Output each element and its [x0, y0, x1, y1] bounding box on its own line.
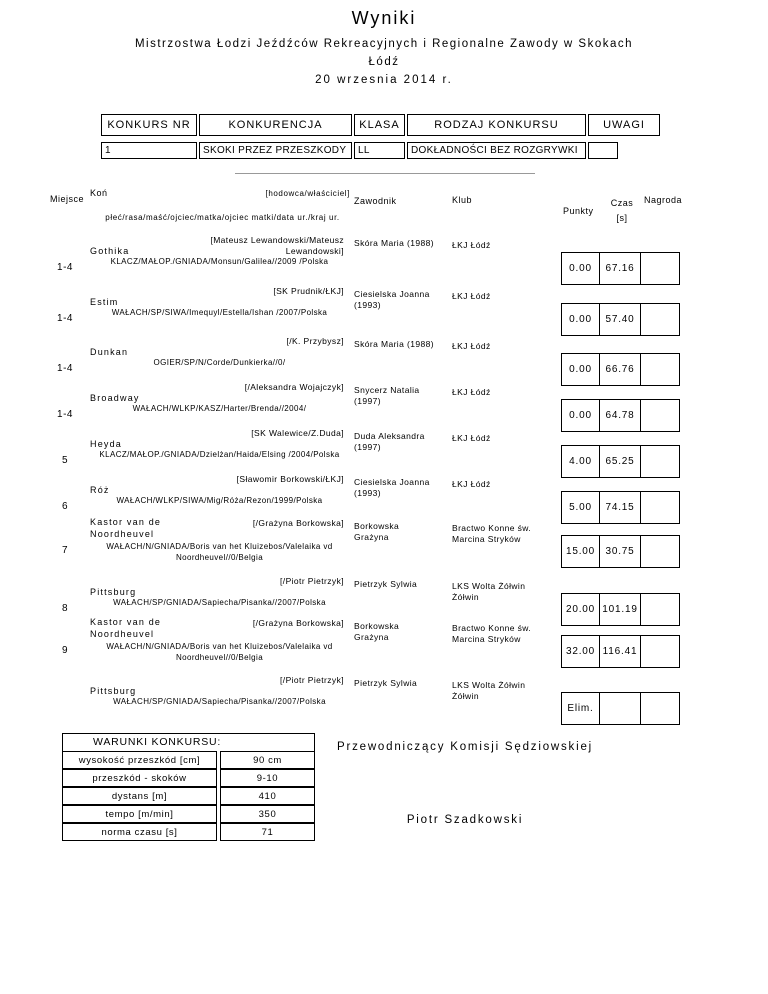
header-competition-number: KONKURS NR [101, 114, 197, 136]
col-rider: Zawodnik [354, 196, 397, 206]
result-horse: Pittsburg [90, 686, 137, 696]
result-horse: Dunkan [90, 347, 129, 357]
result-rider: Ciesielska Joanna (1993) [354, 289, 430, 310]
result-owner: [SK Prudnik/ŁKJ] [273, 286, 344, 296]
divider [235, 173, 535, 174]
result-prize [640, 303, 680, 336]
result-horse-desc: WAŁACH/WLKP/KASZ/Harter/Brenda//2004/ [132, 404, 307, 413]
result-prize [640, 399, 680, 432]
result-rider: Borkowska Grażyna [354, 621, 400, 642]
result-horse: Róż [90, 485, 110, 495]
result-horse: Gothika [90, 246, 130, 256]
result-horse: Kastor van de Noordheuvel [90, 517, 162, 539]
result-horse-desc: WAŁACH/WLKP/SIWA/Mig/Róża/Rezon/1999/Polska [116, 496, 323, 505]
conditions-title: WARUNKI KONKURSU: [93, 736, 222, 748]
result-place: 9 [61, 645, 69, 656]
result-owner: [/Piotr Pietrzyk] [280, 675, 344, 685]
result-club: Bractwo Konne św. Marcina Stryków [452, 623, 532, 644]
result-prize [640, 692, 680, 725]
col-prize: Nagroda [644, 195, 683, 205]
col-time: Czas [s] [610, 198, 634, 223]
condition-row [62, 805, 315, 823]
result-rider: Borkowska Grażyna [354, 521, 400, 542]
condition-value: 350 [220, 805, 315, 823]
result-owner: [/K. Przybysz] [286, 336, 344, 346]
result-points: 15.00 [561, 535, 600, 568]
result-horse: Pittsburg [90, 587, 137, 597]
condition-value: 71 [220, 823, 315, 841]
result-time: 57.40 [599, 303, 641, 336]
condition-row [62, 787, 315, 805]
result-rider: Snycerz Natalia (1997) [354, 385, 420, 406]
page-title: Wyniki [351, 8, 417, 28]
result-points: 32.00 [561, 635, 600, 668]
result-prize [640, 593, 680, 626]
signature-title: Przewodniczący Komisji Sędziowskiej [336, 741, 593, 753]
result-points: 0.00 [561, 399, 600, 432]
result-horse-desc: WAŁACH/N/GNIADA/Boris van het Kluizebos/Valelaika vd Noordheuvel//0/Belgia [106, 542, 333, 562]
result-club: ŁKJ Łódź [452, 341, 491, 351]
result-time: 101.19 [599, 593, 641, 626]
result-points: 0.00 [561, 252, 600, 285]
col-horse: Koń [90, 188, 108, 198]
condition-label: dystans [m] [62, 787, 217, 805]
result-prize [640, 445, 680, 478]
result-club: ŁKJ Łódź [452, 291, 491, 301]
result-owner: [/Aleksandra Wojajczyk] [244, 382, 344, 392]
result-club: ŁKJ Łódź [452, 387, 491, 397]
result-time: 116.41 [599, 635, 641, 668]
condition-value: 9-10 [220, 769, 315, 787]
header-competition-kind: RODZAJ KONKURSU [407, 114, 586, 136]
result-place: 1-4 [57, 363, 73, 374]
condition-row [62, 823, 315, 841]
result-horse: Estim [90, 297, 119, 307]
result-points: 5.00 [561, 491, 600, 524]
condition-label: przeszkód - skoków [62, 769, 217, 787]
result-owner: [Sławomir Borkowski/ŁKJ] [236, 474, 344, 484]
condition-value: 90 cm [220, 751, 315, 769]
condition-row [62, 751, 315, 769]
conditions-title-box [62, 733, 315, 751]
result-place: 7 [61, 545, 69, 556]
result-rider: Pietrzyk Sylwia [354, 579, 418, 589]
result-time [599, 692, 641, 725]
result-prize [640, 353, 680, 386]
result-points: 0.00 [561, 303, 600, 336]
result-place: 1-4 [57, 313, 73, 324]
result-points: 0.00 [561, 353, 600, 386]
value-class: LL [354, 142, 405, 159]
header-class: KLASA [354, 114, 405, 136]
result-rider: Ciesielska Joanna (1993) [354, 477, 430, 498]
value-competition-number: 1 [101, 142, 197, 159]
event-date: 20 wrzesnia 2014 r. [315, 74, 453, 86]
col-points: Punkty [563, 206, 594, 216]
result-time: 66.76 [599, 353, 641, 386]
result-horse-desc: OGIER/SP/N/Corde/Dunkierka//0/ [153, 358, 286, 367]
value-competition-kind: DOKŁADNOŚCI BEZ ROZGRYWKI [407, 142, 586, 159]
col-club: Klub [452, 195, 473, 205]
result-rider: Skóra Maria (1988) [354, 339, 434, 349]
result-rider: Skóra Maria (1988) [354, 238, 434, 248]
condition-value: 410 [220, 787, 315, 805]
result-horse-desc: KLACZ/MAŁOP./GNIADA/Dzielżan/Haida/Elsing /2004/Polska [99, 450, 340, 459]
result-horse: Kastor van de Noordheuvel [90, 617, 162, 639]
event-city: Łódź [368, 56, 400, 68]
signature-name: Piotr Szadkowski [406, 814, 524, 826]
result-horse-desc: KLACZ/MAŁOP./GNIADA/Monsun/Galilea//2009 /Polska [110, 257, 329, 266]
result-horse: Heyda [90, 439, 123, 449]
result-horse-desc: WAŁACH/SP/GNIADA/Sapiecha/Pisanka//2007/Polska [113, 598, 326, 607]
col-breeder: [hodowca/właściciel] [265, 189, 350, 198]
result-points: 20.00 [561, 593, 600, 626]
result-points: 4.00 [561, 445, 600, 478]
result-prize [640, 491, 680, 524]
result-club: ŁKJ Łódź [452, 479, 491, 489]
event-name: Mistrzostwa Łodzi Jeźdźców Rekreacyjnych i Regionalne Zawody w Skokach [134, 38, 634, 50]
conditions-table [62, 751, 315, 841]
result-time: 64.78 [599, 399, 641, 432]
result-prize [640, 252, 680, 285]
result-rider: Duda Aleksandra (1997) [354, 431, 425, 452]
result-horse-desc: WAŁACH/SP/GNIADA/Sapiecha/Pisanka//2007/Polska [113, 697, 326, 706]
result-owner: [Mateusz Lewandowski/Mateusz Lewandowski] [210, 235, 344, 256]
result-club: LKS Wolta Żółwin Żółwin [452, 581, 526, 602]
condition-label: tempo [m/min] [62, 805, 217, 823]
result-place: 6 [61, 501, 69, 512]
condition-row [62, 769, 315, 787]
result-owner: [/Grażyna Borkowska] [252, 618, 344, 628]
header-remarks: UWAGI [588, 114, 660, 136]
result-place: 8 [61, 603, 69, 614]
condition-label: wysokość przeszkód [cm] [62, 751, 217, 769]
result-rider: Pietrzyk Sylwia [354, 678, 418, 688]
result-points: Elim. [561, 692, 600, 725]
result-club: LKS Wolta Żółwin Żółwin [452, 680, 526, 701]
result-prize [640, 535, 680, 568]
result-club: ŁKJ Łódź [452, 240, 491, 250]
result-place: 5 [61, 455, 69, 466]
result-time: 30.75 [599, 535, 641, 568]
result-time: 67.16 [599, 252, 641, 285]
result-place: 1-4 [57, 262, 73, 273]
result-owner: [SK Walewice/Z.Duda] [251, 428, 344, 438]
result-prize [640, 635, 680, 668]
result-place: 1-4 [57, 409, 73, 420]
result-horse-desc: WAŁACH/N/GNIADA/Boris van het Kluizebos/Valelaika vd Noordheuvel//0/Belgia [106, 642, 333, 662]
condition-label: norma czasu [s] [62, 823, 217, 841]
result-time: 74.15 [599, 491, 641, 524]
result-owner: [/Grażyna Borkowska] [252, 518, 344, 528]
header-competition-type: KONKURENCJA [199, 114, 352, 136]
col-place: Miejsce [50, 194, 85, 204]
result-club: Bractwo Konne św. Marcina Stryków [452, 523, 532, 544]
result-owner: [/Piotr Pietrzyk] [280, 576, 344, 586]
result-club: ŁKJ Łódź [452, 433, 491, 443]
result-horse-desc: WAŁACH/SP/SIWA/Imequyl/Estella/Ishan /2007/Polska [111, 308, 328, 317]
value-remarks [588, 142, 618, 159]
result-horse: Broadway [90, 393, 140, 403]
col-horse-desc: płeć/rasa/maść/ojciec/matka/ojciec matki/data ur./kraj ur. [105, 213, 340, 222]
result-time: 65.25 [599, 445, 641, 478]
value-competition-type: SKOKI PRZEZ PRZESZKODY [199, 142, 352, 159]
